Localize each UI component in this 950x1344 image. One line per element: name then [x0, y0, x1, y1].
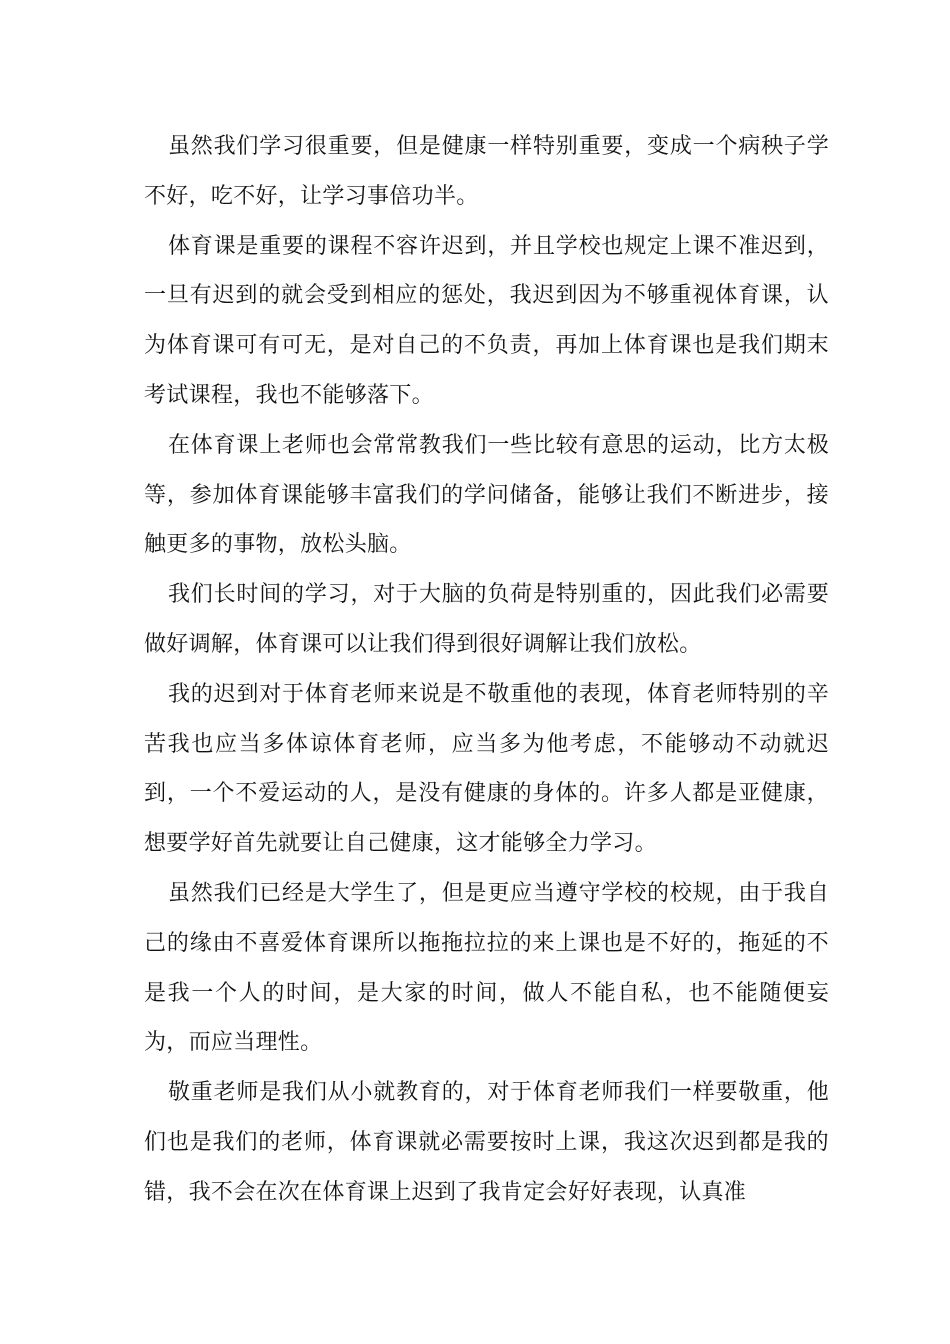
paragraph-2: 体育课是重要的课程不容许迟到，并且学校也规定上课不准迟到，一旦有迟到的就会受到相应的惩处，我迟到因为不够重视体育课，认为体育课可有可无，是对自己的不负责，再加上体育课也是我们期末考试课程，我也不能够落下。	[144, 233, 829, 408]
paragraph-7: 敬重老师是我们从小就教育的，对于体育老师我们一样要敬重，他们也是我们的老师，体育课就必需要按时上课，我这次迟到都是我的错，我不会在次在体育课上迟到了我肯定会好好表现，认真准	[144, 1080, 829, 1205]
paragraph-4: 我们长时间的学习，对于大脑的负荷是特别重的，因此我们必需要做好调解，体育课可以让我们得到很好调解让我们放松。	[144, 582, 829, 657]
document-body	[144, 122, 829, 1218]
paragraph-6: 虽然我们已经是大学生了，但是更应当遵守学校的校规，由于我自己的缘由不喜爱体育课所以拖拖拉拉的来上课也是不好的，拖延的不是我一个人的时间，是大家的时间，做人不能自私，也不能随便妄为，而应当理性。	[144, 880, 829, 1056]
paragraph-1: 虽然我们学习很重要，但是健康一样特别重要，变成一个病秧子学不好，吃不好，让学习事倍功半。	[144, 134, 829, 209]
paragraph-3: 在体育课上老师也会常常教我们一些比较有意思的运动，比方太极等，参加体育课能够丰富我们的学问储备，能够让我们不断进步，接触更多的事物，放松头脑。	[144, 432, 829, 558]
paragraph-5: 我的迟到对于体育老师来说是不敬重他的表现，体育老师特别的辛苦我也应当多体谅体育老师，应当多为他考虑，不能够动不动就迟到，一个不爱运动的人，是没有健康的身体的。许多人都是亚健康，想要学好首先就要让自己健康，这才能够全力学习。	[144, 681, 829, 857]
